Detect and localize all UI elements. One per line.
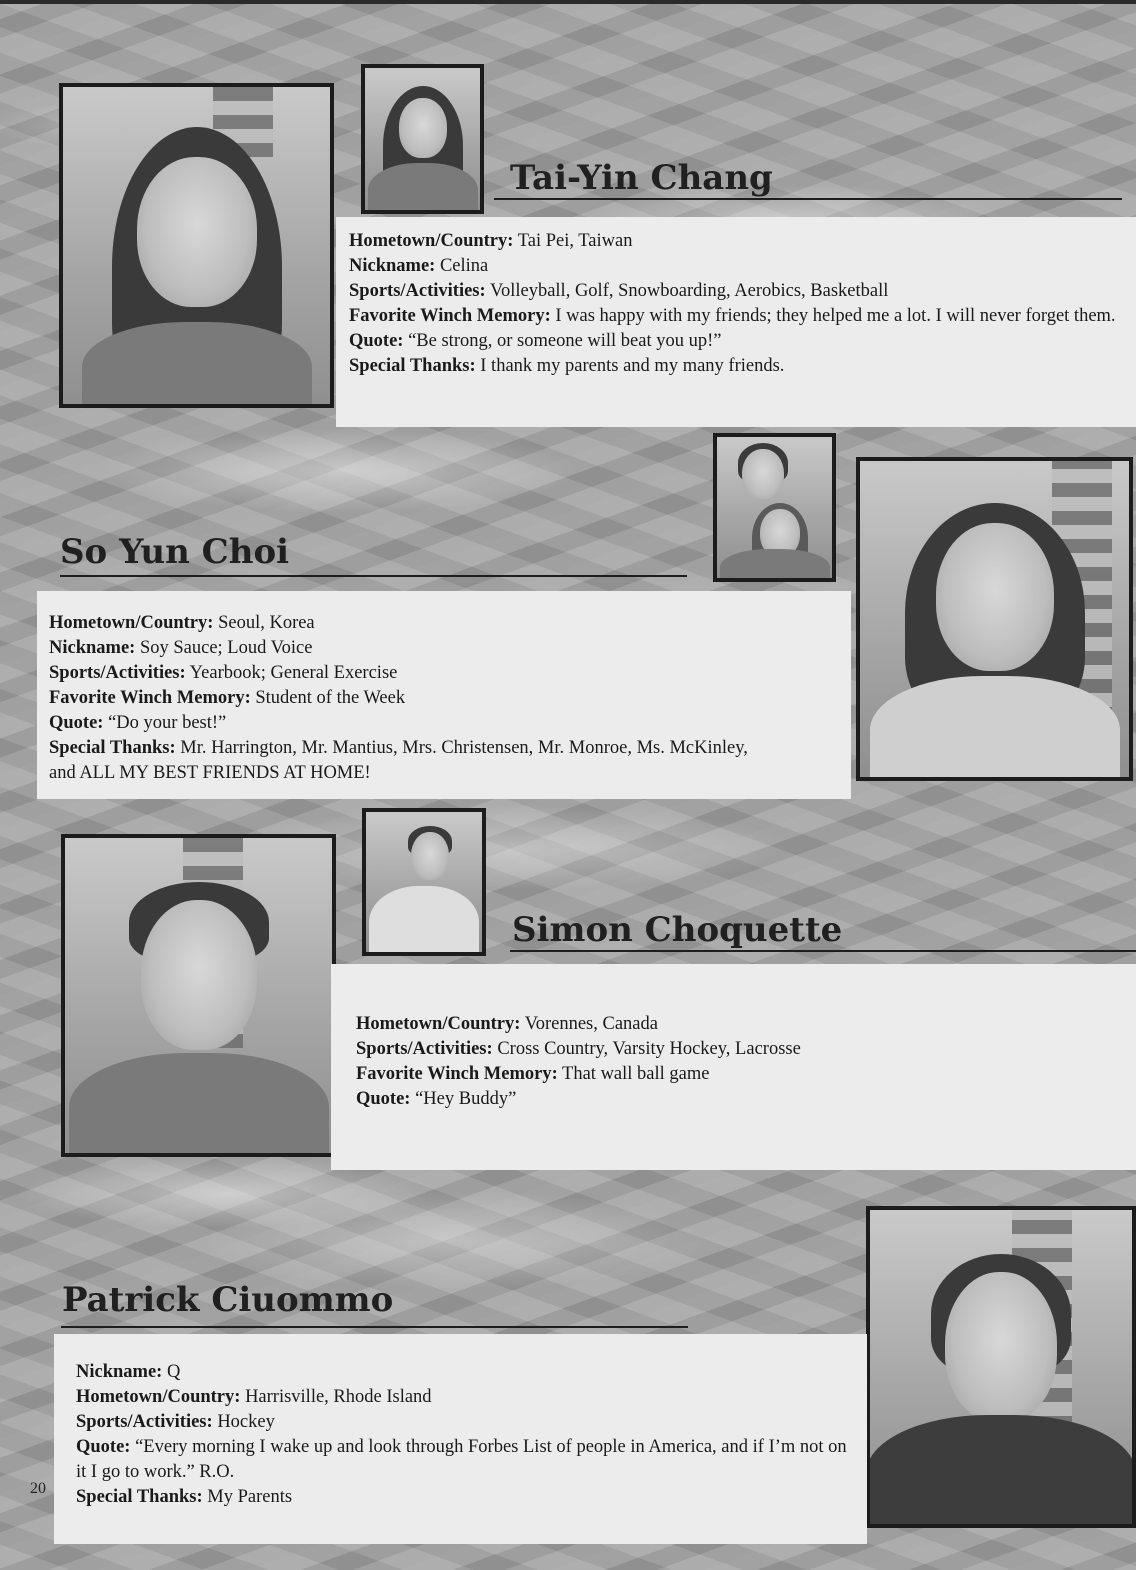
candid-photo (713, 433, 836, 582)
name-underline (61, 1326, 688, 1328)
portrait-photo (856, 457, 1133, 781)
candid-photo (362, 808, 486, 956)
info-line (49, 636, 839, 661)
student-info-box (331, 964, 1136, 1170)
field-label: Nickname: (76, 1362, 163, 1382)
field-value: Vorennes, Canada (524, 1014, 658, 1034)
field-value: Student of the Week (255, 688, 406, 708)
field-value: “Do your best!” (108, 713, 227, 733)
field-value: I thank my parents and my many friends. (480, 356, 785, 376)
info-line (49, 711, 839, 736)
info-line (76, 1485, 855, 1510)
info-line (356, 1062, 1126, 1087)
field-value: Celina (439, 256, 489, 276)
name-underline (60, 575, 687, 577)
field-value: Volleyball, Golf, Snowboarding, Aerobics, Basketball (489, 281, 889, 301)
name-underline (494, 198, 1122, 200)
field-value: Tai Pei, Taiwan (517, 231, 633, 251)
info-line (76, 1360, 855, 1385)
field-label: Nickname: (49, 638, 136, 658)
info-line (356, 1087, 1126, 1112)
field-label: Hometown/Country: (49, 613, 214, 633)
field-value: Q (166, 1362, 181, 1382)
field-label: Nickname: (349, 256, 436, 276)
student-name: Patrick Ciuommo (62, 1280, 394, 1320)
field-value: Cross Country, Varsity Hockey, Lacrosse (497, 1039, 801, 1059)
field-label: Sports/Activities: (49, 663, 186, 683)
field-label: Sports/Activities: (356, 1039, 493, 1059)
field-label: Hometown/Country: (76, 1387, 241, 1407)
field-label: Favorite Winch Memory: (349, 306, 551, 326)
student-name: Tai-Yin Chang (510, 158, 773, 198)
field-label: Special Thanks: (49, 738, 176, 758)
info-line (349, 329, 1126, 354)
field-value: Soy Sauce; Loud Voice (139, 638, 313, 658)
info-line (76, 1410, 855, 1435)
field-label: Favorite Winch Memory: (49, 688, 251, 708)
field-label: Favorite Winch Memory: (356, 1064, 558, 1084)
page-number: 20 (30, 1480, 46, 1497)
student-name: Simon Choquette (512, 910, 843, 950)
page-top-edge (0, 0, 1136, 4)
student-info-box (336, 217, 1136, 427)
field-value: Mr. Harrington, Mr. Mantius, Mrs. Christensen, Mr. Monroe, Ms. McKinley, and ALL MY BEST FRIENDS AT HOME! (49, 738, 748, 783)
field-value: Yearbook; General Exercise (189, 663, 398, 683)
field-value: My Parents (207, 1487, 293, 1507)
info-line (49, 661, 839, 686)
portrait-photo (61, 834, 336, 1157)
info-line (349, 254, 1126, 279)
field-label: Hometown/Country: (349, 231, 514, 251)
name-underline (510, 950, 1136, 952)
field-label: Special Thanks: (349, 356, 476, 376)
field-label: Quote: (356, 1089, 411, 1109)
info-line (49, 611, 839, 636)
field-value: “Hey Buddy” (415, 1089, 517, 1109)
student-info-box (54, 1334, 867, 1544)
info-line (49, 736, 749, 786)
info-line (76, 1435, 855, 1485)
field-value: “Be strong, or someone will beat you up!” (408, 331, 722, 351)
info-line (349, 304, 1126, 329)
field-label: Special Thanks: (76, 1487, 203, 1507)
info-line (356, 1012, 1126, 1037)
portrait-photo (866, 1206, 1136, 1528)
field-value: Harrisville, Rhode Island (245, 1387, 432, 1407)
student-info-box (37, 591, 851, 799)
info-line (349, 229, 1126, 254)
field-label: Sports/Activities: (349, 281, 486, 301)
info-line (49, 686, 839, 711)
student-name: So Yun Choi (60, 532, 290, 572)
info-line (349, 354, 1126, 379)
field-value: Hockey (217, 1412, 275, 1432)
info-line (349, 279, 1126, 304)
field-value: I was happy with my friends; they helped me a lot. I will never forget them. (555, 306, 1116, 326)
field-label: Quote: (49, 713, 104, 733)
field-label: Hometown/Country: (356, 1014, 521, 1034)
portrait-photo (59, 83, 334, 408)
info-line (76, 1385, 855, 1410)
field-label: Sports/Activities: (76, 1412, 213, 1432)
field-label: Quote: (349, 331, 404, 351)
info-line (356, 1037, 1126, 1062)
field-value: “Every morning I wake up and look through Forbes List of people in America, and if I’m not on it I go to work.” R.O. (76, 1437, 847, 1482)
candid-photo (361, 64, 484, 214)
field-value: Seoul, Korea (218, 613, 315, 633)
field-value: That wall ball game (562, 1064, 710, 1084)
field-label: Quote: (76, 1437, 131, 1457)
